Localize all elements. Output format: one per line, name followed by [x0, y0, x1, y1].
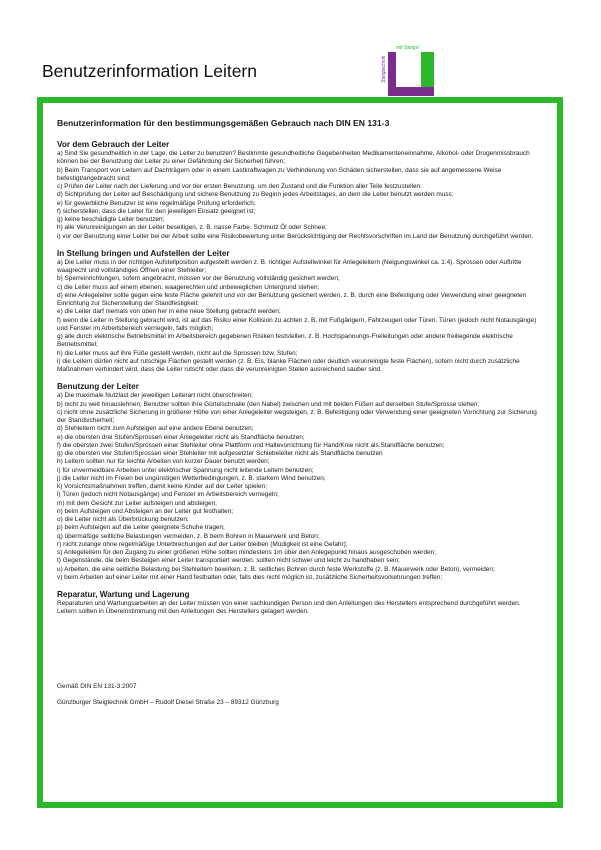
section-item: u) Arbeiten, die eine seitliche Belastung bei Stehleitern bewirken, z. B. seitliches Bohren durch feste Werkstoffe (z. B. Mauerwerk oder Beton), vermeiden; — [57, 565, 495, 573]
section-item: i) die Leitern dürfen nicht auf rutschige Flächen gestellt werden (z. B. Eis, blanke Flächen oder deutlich verunreinigte feste Flächen), sofern nicht durch zusätzliche Maßnahmen verhindert wird, dass die Leiter rutscht oder dass die verunreinigten Stellen ausreichend sauber sind. — [57, 357, 520, 373]
section-item: k) Vorsichtsmaßnahmen treffen, damit keine Kinder auf der Leiter spielen; — [57, 483, 267, 490]
section-item: m) mit dem Gesicht zur Leiter aufsteigen und absteigen; — [57, 499, 217, 507]
section-item: s) Anlegeleitern für den Zugang zu einer größeren Höhe sollten mindestens 1m über den Anlegepunkt hinaus ausgeschoben werden; — [57, 549, 436, 556]
section-item: r) nicht zulange ohne regelmäßige Unterbrechungen auf der Leiter bleiben (Müdigkeit ist eine Gefahr); — [57, 540, 348, 548]
section-item: p) beim Aufsteigen auf die Leiter geeignete Schuhe tragen; — [57, 524, 225, 532]
section-item: q) übermäßige seitliche Belastungen vermeiden, z. B beim Bohren in Mauerwerk und Beton; — [57, 532, 320, 540]
section-item: o) die Leiter nicht als Überbrückung benutzen; — [57, 516, 189, 523]
section-item: f) die obersten zwei Stufen/Sprossen einer Stehleiter ohne Plattform und Haltevorrichtung für Hand/Knie nicht als Standfläche benutzen; — [57, 441, 445, 449]
section-item: t) Gegenstände, die beim Besteigen einer Leiter transportiert werden. sollten nicht schwer und leicht zu handhaben sein; — [57, 557, 400, 565]
info-content — [57, 118, 543, 707]
section — [57, 140, 543, 241]
logo-side-text: Steigtechnik — [381, 55, 387, 83]
section-item: e) die obersten drei Stufen/Sprossen einer Anlegeleiter nicht als Standfläche benutzen; — [57, 433, 305, 441]
section-title: Vor dem Gebrauch der Leiter — [57, 140, 170, 149]
section-item: Leitern sollten in Übereinstimmung mit den Anleitungen des Herstellers gelagert werden. — [57, 608, 309, 616]
section-item: i) für unvermeidbare Arbeiten unter elektrischer Spannung nicht leitende Leitern benutzen; — [57, 466, 314, 474]
section-title: Benutzung der Leiter — [57, 382, 139, 392]
section-item: h) alle Verunreinigungen an der Leiter beseitigen, z. B. nasse Farbe. Schmutz Öl oder Schnee; — [57, 224, 327, 232]
section-item: c) Prüfen der Leiter nach der Lieferung und vor der ersten Benutzung. um den Zustand und die Funktion aller Teile festzustellen: — [57, 183, 422, 190]
sections-container — [57, 140, 543, 617]
section-item: h) die Leiter muss auf ihre Füße gestellt werden, nicht auf die Sprossen bzw. Stufen; — [57, 349, 298, 357]
section-item: i) vor der Benutzung einer Leiter bei der Arbeit sollte eine Risikobewertung unter Berücksichtigung der Rechtsvorschriften im Land der Benutzung durchgeführt werden. — [57, 232, 534, 240]
section-item: g) alle durch elektrische Betriebsmittel im Arbeitsbereich gegebenen Risiken feststellen, z. B. Hochspannungs-Freileitungen oder andere freiliegende elektrische Betriebsmittel; — [57, 333, 513, 349]
section-item: c) nicht ohne zusätzliche Sicherung in größerer Höhe von einer Anlegeleiter wegsteigen, z. B. Befestigung oder Verwendung einer geeigneten Vorrichtung zur Sicherung der Standsicherheit; — [57, 408, 537, 424]
logo-white-step — [396, 52, 421, 87]
section-item: b) nicht zu weit hinauslehnen; Benutzer sollten ihre Gürtelschnalle (den Nabel) zwischen und mit beiden Füßen auf derselben Stufe/Sprosse stehen; — [57, 400, 480, 408]
section-item: h) Leitern sollten nur für leichte Arbeiten von kurzer Dauer benutzt werden; — [57, 458, 270, 466]
footer-standard: Gemäß DIN EN 131-3:2007 — [57, 682, 137, 690]
section-item: j) die Leiter nicht im Freien bei ungünstigen Wetterbedingungen, z. B. starkem Wind benutzen; — [57, 474, 326, 482]
section-item: d) Stehleitern nicht zum Aufsteigen auf eine andere Ebene benutzen; — [57, 425, 254, 433]
section-title: In Stellung bringen und Aufstellen der Leiter — [57, 248, 230, 258]
section-item: a) Die Leiter muss in der richtigen Aufstellposition aufgestellt werden z. B. richtiger Aufstellwinkel für Anlegeleitern (Neigungswinkel ca. 1:4). Sprossen oder Auftritte waagrecht und vollständiges Öffnen einer Stehleiter; — [57, 258, 522, 274]
section-item: e) die Leiter darf niemals von oben her in eine neue Stellung gebracht werden; — [57, 308, 281, 316]
section-item: c) die Leiter muss auf einem ebenen, waagerechten und unbeweglichen Untergrund stehen; — [57, 283, 320, 291]
section-item: b) Sperreinrichtungen, sofern angebracht, müssen vor der Benutzung vollständig gesichert werden; — [57, 275, 340, 283]
info-frame — [37, 97, 563, 808]
section-title: Reparatur, Wartung und Lagerung — [57, 590, 190, 599]
section-item: d) eine Anlegeleiter sollte gegen eine feste Fläche gelehnt und vor der Benutzung gesichert werden, z. B. durch eine Befestigung oder Verwendung einer geeigneten Einrichtung zur Sicherstellung der Standfestigkeit; — [57, 291, 527, 307]
section-item: v) beim Arbeiten auf einer Leiter mit einer Hand festhalten oder, falls dies nicht möglich ist, zusätzliche Sicherheitsvorkehrungen treffen; — [57, 573, 443, 581]
document-heading: Benutzerinformation für den bestimmungsgemäßen Gebrauch nach DIN EN 131-3 — [57, 118, 390, 128]
section-item: f) sicherstellen, dass die Leiter für den jeweiligen Einsatz geeignet ist; — [57, 207, 256, 215]
section-item: e) für gewerbliche Benutzer ist eine regelmäßige Prüfung erforderlich; — [57, 199, 256, 207]
logo-slogan: mit Steigs! — [396, 45, 420, 51]
section-item: g) die obersten vier Stufen/Sprossen einer Stehleiter mit aufgesetzter Schiebeleiter nicht als Standfläche benutzen — [57, 450, 383, 457]
section — [57, 382, 543, 582]
section-item: a) Die maximale Nutzlast der jeweiligen Leiterart nicht überschreiten; — [57, 392, 254, 400]
section-item: Reparaturen und Wartungsarbeiten an der Leiter müssen von einer sachkundigen Person und den Anleitungen des Herstellers entsprechend durchgeführt werden. — [57, 600, 521, 607]
section — [57, 249, 543, 375]
section-item: a) Sind Sie gesundheitlich in der Lage, die Leiter zu benutzen? Bestimmte gesundheitliche Gegebenheiten Medikamenteneinnahme, Alkohol- oder Drogenmissbrauch können bei der Benutzung der Leiter zu einer Gefährdung der Sicherheit führen; — [57, 150, 530, 166]
footer-company: Günzburger Steigtechnik GmbH – Rudolf Diesel Straße 23 – 89312 Günzburg — [57, 698, 279, 706]
section-item: d) Sichtprüfung der Leiter auf Beschädigung und sichere Benutzung zu Beginn jedes Arbeitstages, an dem die Leiter benutzt werden muss; — [57, 191, 454, 199]
section-item: n) beim Aufsteigen und Absteigen an der Leiter gut festhalten; — [57, 507, 234, 515]
page-title: Benutzerinformation Leitern — [42, 61, 257, 81]
section-item: f) wenn die Leiter in Stellung gebracht wird, ist auf das Risiko einer Kollision zu achten z. B. mit Fußgängern, Fahrzeugen oder Türen. Türen (jedoch nicht Notausgänge) und Fenster im Arbeitsbereich verriegeln, falls möglich; — [57, 316, 537, 332]
section-item: b) Beim Transport von Leitern auf Dachträgern oder in einem Lastkraftwagen zu Verhinderung von Schäden sicherstellen, dass sie auf angemessene Weise befestigt/angebracht sind; — [57, 166, 502, 182]
section-item: l) Türen (jedoch nicht Notausgänge) und Fenster im Arbeitsbereich verriegeln; — [57, 491, 279, 499]
section — [57, 590, 543, 617]
section-item: g) keine beschädigte Leiter benutzen; — [57, 216, 165, 223]
